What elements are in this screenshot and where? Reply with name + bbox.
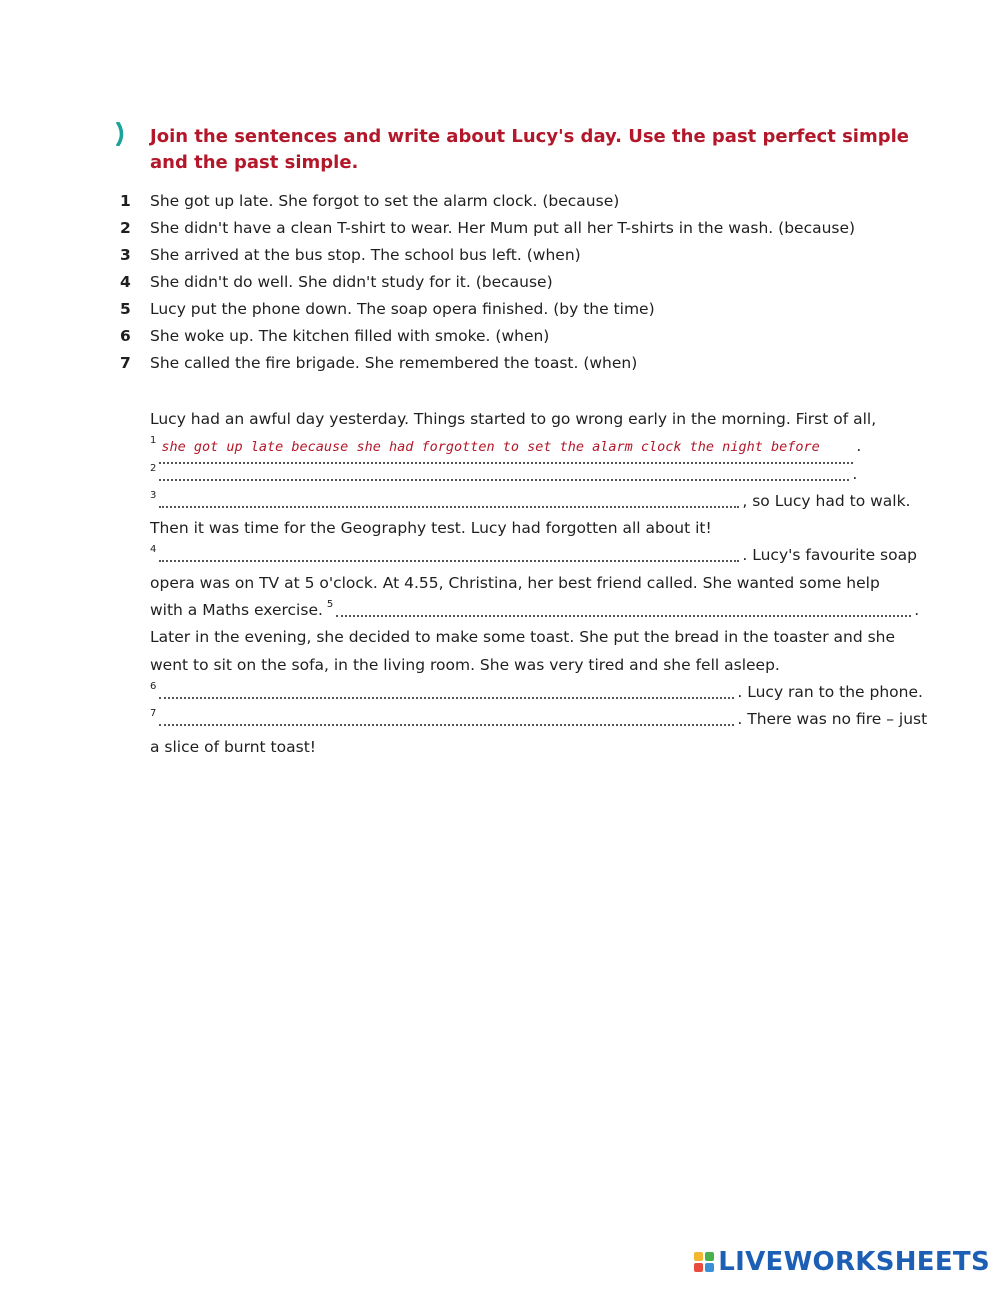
- story-line: [150, 461, 960, 488]
- story-line: [150, 652, 960, 679]
- logo-block: [705, 1263, 714, 1272]
- story-text-segment: . Lucy ran to the phone.: [737, 682, 923, 701]
- gap-number: 2: [150, 462, 157, 474]
- story-text-segment: .: [914, 601, 920, 620]
- sentence-text: She didn't do well. She didn't study for it. (because): [150, 273, 553, 291]
- sentence-item: [120, 269, 855, 296]
- sentence-text: She woke up. The kitchen filled with smoke. (when): [150, 327, 550, 345]
- logo-block: [694, 1263, 703, 1272]
- sentence-number: 2: [120, 219, 131, 237]
- sentence-number: 4: [120, 273, 131, 291]
- story-text-segment: .: [852, 464, 858, 483]
- story-text-segment: Lucy had an awful day yesterday. Things started to go wrong early in the morning. First of all,: [150, 410, 877, 428]
- answer-gap-1[interactable]: she got up late because she had forgotten to set the alarm clock the night before: [159, 434, 853, 463]
- sentence-number: 6: [120, 327, 131, 345]
- sentence-item: [120, 188, 855, 215]
- sentence-text: Lucy put the phone down. The soap opera finished. (by the time): [150, 300, 655, 318]
- story-text-segment: with a Maths exercise.: [150, 601, 323, 620]
- sentence-list: [120, 188, 855, 377]
- story-line: [150, 542, 960, 569]
- sentence-number: 1: [120, 192, 131, 210]
- logo-block: [694, 1252, 703, 1261]
- gap-number: 4: [150, 544, 157, 556]
- answer-gap-5[interactable]: [336, 599, 911, 617]
- story-line: [150, 624, 960, 651]
- liveworksheets-brand: [694, 1247, 990, 1277]
- sentence-item: [120, 296, 855, 323]
- sentence-text: She didn't have a clean T-shirt to wear. Her Mum put all her T-shirts in the wash. (because): [150, 219, 856, 237]
- story-text-segment: a slice of burnt toast!: [150, 737, 316, 756]
- answer-gap-7[interactable]: [159, 708, 734, 726]
- sentence-item: [120, 350, 855, 377]
- sentence-item: [120, 323, 855, 350]
- story-text-segment: Later in the evening, she decided to make some toast. She put the bread in the toaster and she: [150, 628, 896, 647]
- sentence-number: 5: [120, 300, 131, 318]
- story-line: [150, 488, 960, 515]
- story-line: [150, 597, 960, 624]
- gap-number: 7: [150, 708, 157, 720]
- answer-gap-3[interactable]: [159, 490, 739, 508]
- story-text-segment: Then it was time for the Geography test. Lucy had forgotten all about it!: [150, 519, 712, 538]
- story-line: [150, 734, 960, 761]
- story-line: [150, 706, 960, 733]
- sentence-item: [120, 242, 855, 269]
- instruction-heading: Join the sentences and write about Lucy's day. Use the past perfect simple and the past simple.: [150, 126, 909, 173]
- sentence-text: She called the fire brigade. She remembered the toast. (when): [150, 354, 638, 372]
- story-text-segment: . There was no fire – just: [737, 710, 928, 729]
- story-text-segment: , so Lucy had to walk.: [742, 491, 911, 510]
- sentence-number: 3: [120, 246, 131, 264]
- sentence-text: She arrived at the bus stop. The school bus left. (when): [150, 246, 581, 264]
- brand-name: LIVEWORKSHEETS: [718, 1247, 990, 1277]
- story-line: [150, 406, 960, 433]
- story-line: [150, 433, 960, 460]
- story-line: [150, 515, 960, 542]
- story-text-segment: . Lucy's favourite soap: [742, 546, 917, 565]
- answer-gap-2[interactable]: [159, 463, 849, 481]
- gap-number: 6: [150, 680, 157, 692]
- gap-number: 1: [150, 435, 157, 447]
- liveworksheets-logo-icon: [694, 1252, 714, 1272]
- story-line: [150, 570, 960, 597]
- logo-block: [705, 1252, 714, 1261]
- story-text-segment: went to sit on the sofa, in the living room. She was very tired and she fell asleep.: [150, 655, 780, 674]
- answer-gap-6[interactable]: [159, 681, 734, 699]
- story-text-segment: opera was on TV at 5 o'clock. At 4.55, Christina, her best friend called. She wanted some help: [150, 573, 880, 592]
- gap-number: 5: [326, 599, 334, 611]
- gap-number: 3: [150, 489, 157, 501]
- answer-gap-4[interactable]: [159, 544, 739, 562]
- sentence-item: [120, 215, 855, 242]
- story-text: [150, 406, 960, 761]
- sentence-text: She got up late. She forgot to set the alarm clock. (because): [150, 192, 620, 210]
- sentence-number: 7: [120, 354, 131, 372]
- section-marker-icon: [116, 122, 126, 146]
- story-line: [150, 679, 960, 706]
- story-text-segment: .: [856, 437, 862, 456]
